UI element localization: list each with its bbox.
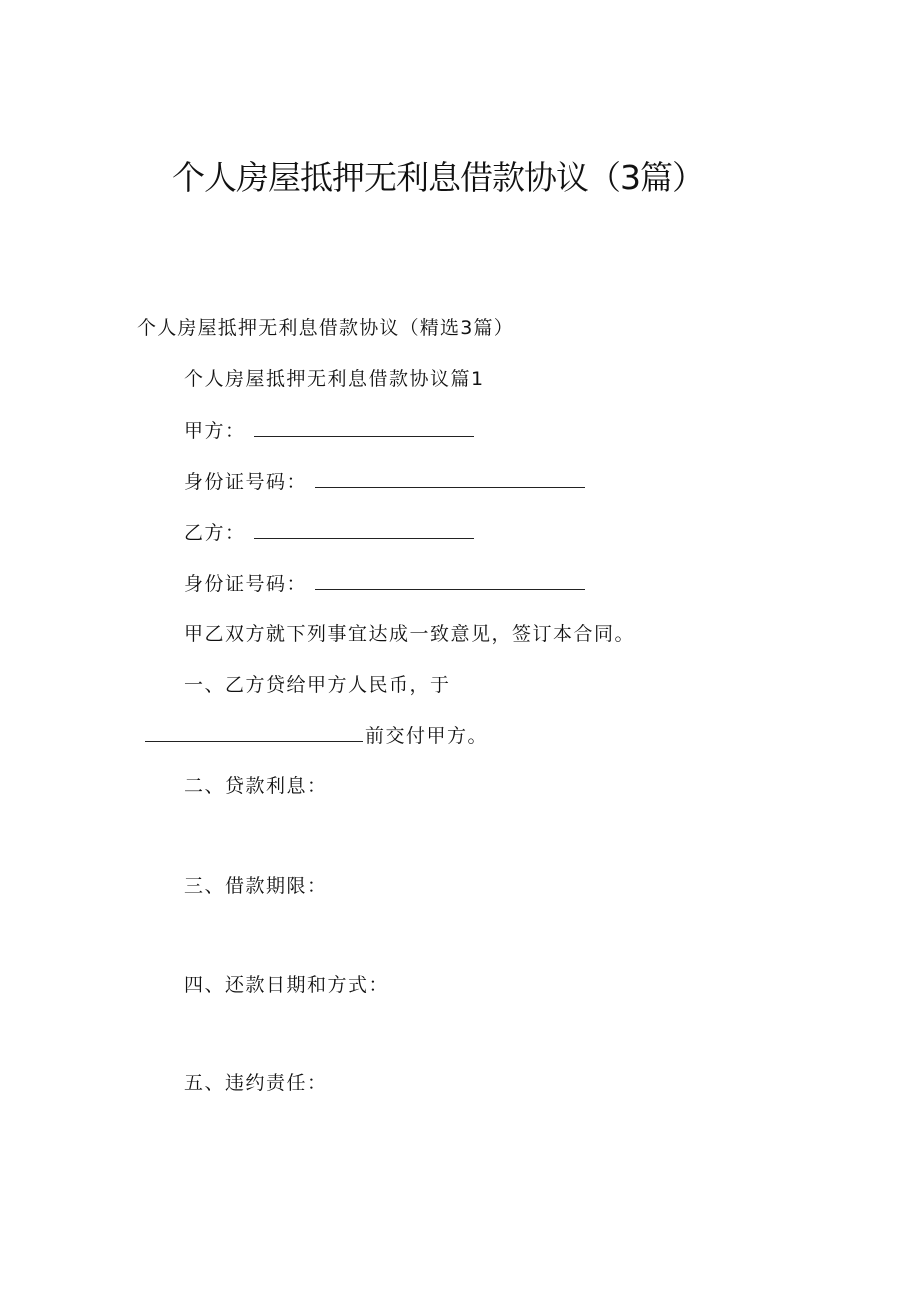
clause-1-continuation [145,721,488,750]
party-b-field [184,518,474,547]
party-a-id-label: 身份证号码： [184,471,308,493]
document-title: 个人房屋抵押无利息借款协议（3篇） [172,158,704,197]
party-a-id-field [184,467,585,496]
clause-3: 三、借款期限： [184,875,328,897]
party-b-blank [254,518,474,539]
party-b-id-field [184,569,585,598]
clause-1: 一、乙方贷给甲方人民币，于 [184,674,451,696]
party-a-id-blank [315,467,585,488]
party-a-blank [254,416,474,437]
party-b-id-blank [315,569,585,590]
agreement-statement: 甲乙双方就下列事宜达成一致意见，签订本合同。 [184,623,636,645]
party-b-label: 乙方： [184,522,246,544]
delivery-date-blank [145,721,363,742]
clause-2: 二、贷款利息： [184,775,328,797]
clause-5: 五、违约责任： [184,1072,328,1094]
clause-4: 四、还款日期和方式： [184,974,390,996]
party-a-label: 甲方： [184,420,246,442]
document-subtitle: 个人房屋抵押无利息借款协议（精选3篇） [137,317,514,339]
party-b-id-label: 身份证号码： [184,573,308,595]
party-a-field [184,416,474,445]
clause-1-continuation-text: 前交付甲方。 [365,725,489,747]
article-heading: 个人房屋抵押无利息借款协议篇1 [184,368,485,390]
